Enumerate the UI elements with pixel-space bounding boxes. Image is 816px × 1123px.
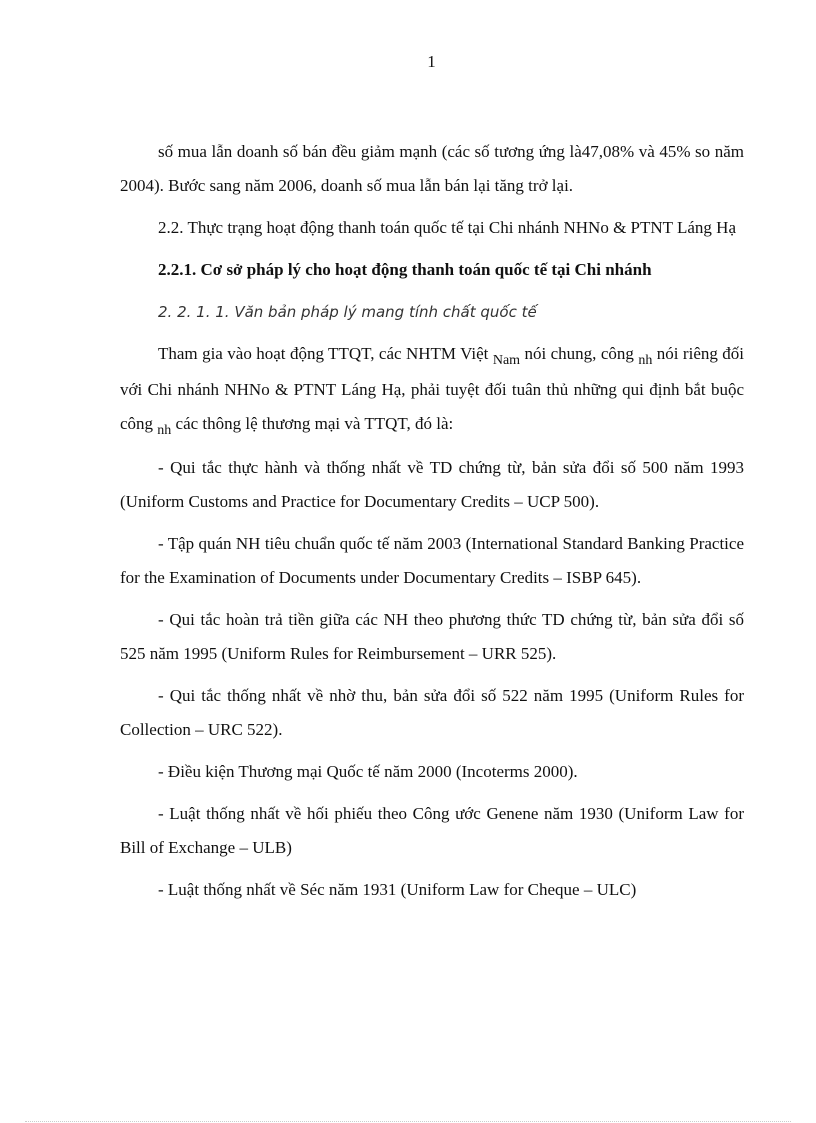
intro-text-c: nói riêng đối với Chi nhánh NHNo & PTNT Láng Hạ, phải tuyệt đối tuân thủ những qui định bắt buộc công: [120, 344, 745, 433]
intro-sub-nh-2: nh: [157, 423, 172, 438]
list-item-ulb: - Luật thống nhất về hối phiếu theo Công ước Genene năm 1930 (Uniform Law for Bill of Exchange – ULB): [120, 804, 744, 857]
intro-text-d: các thông lệ thương mại và TTQT, đó là:: [175, 414, 454, 433]
list-item-urr525: - Qui tắc hoàn trả tiền giữa các NH theo phương thức TD chứng từ, bản sửa đổi số 525 năm 1995 (Uniform Rules for Reimbursement – URR 525).: [120, 610, 744, 663]
list-item-incoterms: - Điều kiện Thương mại Quốc tế năm 2000 (Incoterms 2000).: [158, 762, 578, 781]
list-item-ucp500: - Qui tắc thực hành và thống nhất về TD chứng từ, bản sửa đổi số 500 năm 1993 (Uniform Customs and Practice for Documentary Credits – UCP 500).: [120, 458, 744, 511]
intro-sub-nam: Nam: [492, 353, 521, 368]
section-title-2-2: 2.2. Thực trạng hoạt động thanh toán quốc tế tại Chi nhánh NHNo & PTNT Láng Hạ: [158, 218, 736, 237]
paragraph-intro: [120, 337, 744, 443]
intro-text-a: Tham gia vào hoạt động TTQT, các NHTM Việt: [158, 344, 489, 363]
page-bottom-divider: [25, 1121, 791, 1122]
list-item-ulc: - Luật thống nhất về Séc năm 1931 (Uniform Law for Cheque – ULC): [158, 880, 637, 899]
list-item-isbp645: - Tập quán NH tiêu chuẩn quốc tế năm 2003 (International Standard Banking Practice for the Examination of Documents under Documentary Credits – ISBP 645).: [120, 534, 744, 587]
heading-2-2-1: 2.2.1. Cơ sở pháp lý cho hoạt động thanh toán quốc tế tại Chi nhánh: [158, 260, 652, 279]
paragraph-sales-summary: số mua lẫn doanh số bán đều giảm mạnh (các số tương ứng là47,08% và 45% so năm 2004). Bước sang năm 2006, doanh số mua lẫn bán lại tăng trở lại.: [120, 142, 744, 195]
intro-text-b: nói chung, công: [524, 344, 634, 363]
subheading-2-2-1-1: 2. 2. 1. 1. Văn bản pháp lý mang tính chất quốc tế: [158, 303, 537, 321]
intro-sub-nh-1: nh: [638, 353, 653, 368]
list-item-urc522: - Qui tắc thống nhất về nhờ thu, bản sửa đổi số 522 năm 1995 (Uniform Rules for Collection – URC 522).: [120, 686, 744, 739]
page-number: 1: [427, 52, 436, 71]
document-body: [120, 135, 744, 915]
